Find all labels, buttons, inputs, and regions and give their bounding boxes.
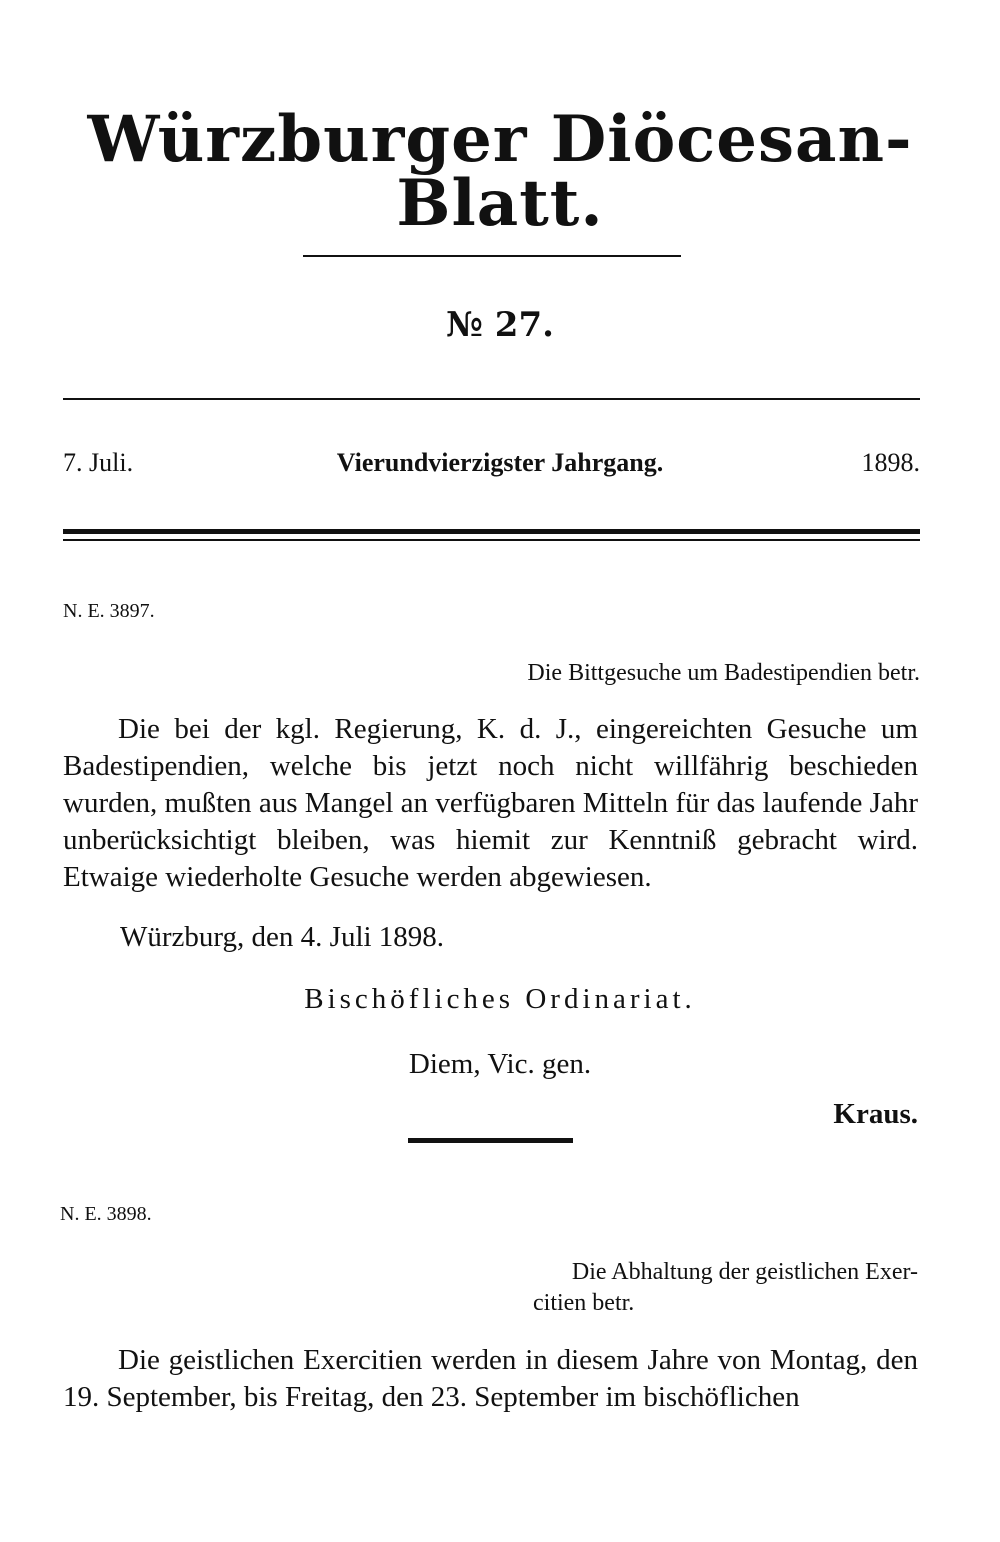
notice1-signatory: Diem, Vic. gen. <box>408 1048 592 1080</box>
notice-separator <box>408 1138 573 1143</box>
masthead-title: Würzburger Diöcesan-Blatt. <box>87 102 913 241</box>
title-divider <box>303 255 681 257</box>
notice2-subject-line1: Die Abhaltung der geistlichen Exer- <box>571 1259 918 1285</box>
notice1-secretary: Kraus. <box>833 1098 918 1130</box>
notice2-body <box>63 1342 918 1416</box>
notice2-reference: N. E. 3898. <box>60 1203 152 1225</box>
header-bottom-rule-thick <box>63 529 920 534</box>
notice1-body-text: Die bei der kgl. Regierung, K. d. J., eingereichten Gesuche um Badestipendien, welche bis jetzt noch nicht willfährig beschieden wurden, mußten aus Mangel an verfügbaren Mitteln für das laufende Jahr unberücksichtigt bleiben, was hiemit zur Kenntniß gebracht wird. Etwaige wiederholte Gesuche werden abgewiesen. <box>63 713 918 893</box>
header-top-rule <box>63 398 920 400</box>
notice1-authority: Bischöfliches Ordinariat. <box>304 983 696 1015</box>
notice1-subject: Die Bittgesuche um Badestipendien betr. <box>527 660 920 686</box>
issue-date: 7. Juli. <box>63 448 134 477</box>
notice2-body-text: Die geistlichen Exercitien werden in diesem Jahre von Montag, den 19. September, bis Freitag, den 23. September im bischöflichen <box>63 1344 918 1413</box>
notice1-place-date: Würzburg, den 4. Juli 1898. <box>120 921 445 953</box>
volume-label: Vierundvierzigster Jahrgang. <box>336 448 664 477</box>
issue-year: 1898. <box>861 448 920 477</box>
notice1-reference: N. E. 3897. <box>63 600 155 622</box>
header-bottom-rule-thin <box>63 539 920 541</box>
issue-number: № 27. <box>446 305 554 345</box>
notice1-body <box>63 711 918 896</box>
notice2-subject-line2: citien betr. <box>533 1290 635 1316</box>
